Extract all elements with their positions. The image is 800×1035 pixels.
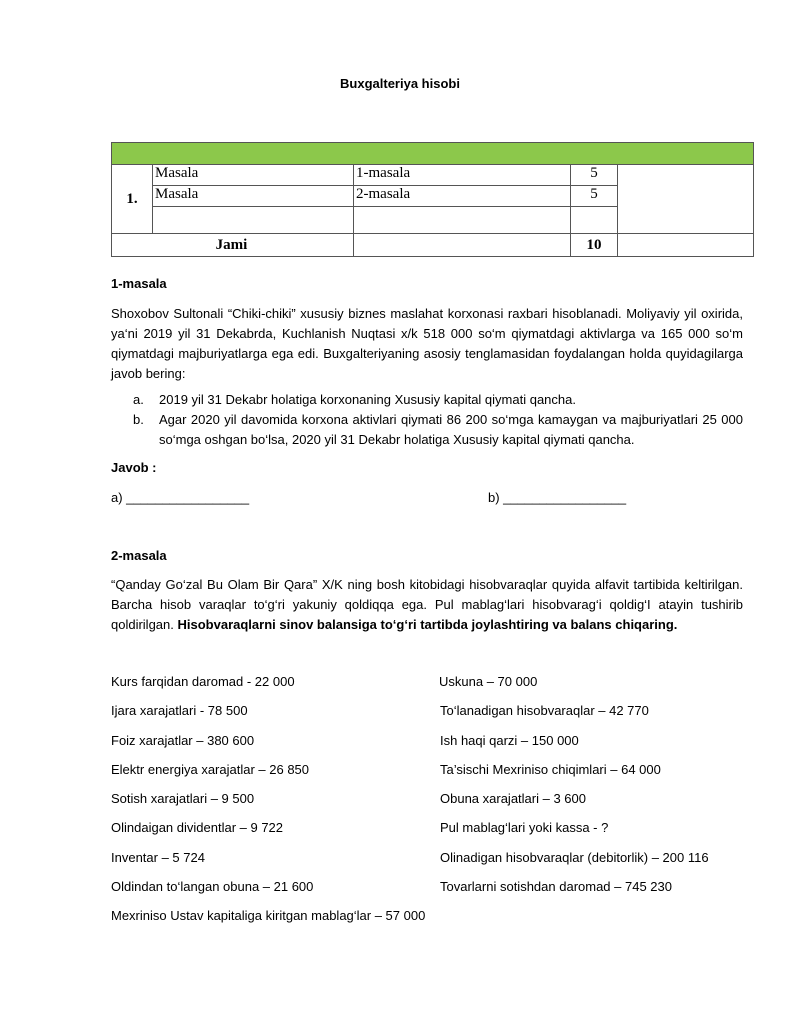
task2-text <box>111 575 743 635</box>
account-item: Pul mablag‘lari yoki kassa - ? <box>440 820 609 836</box>
account-row <box>111 731 743 760</box>
score-total-row <box>112 234 754 257</box>
row-task: 1-masala <box>354 165 571 186</box>
task2-heading: 2-masala <box>111 548 167 563</box>
score-row-1 <box>112 165 754 186</box>
question-a <box>111 390 743 410</box>
account-item: Obuna xarajatlari – 3 600 <box>440 791 586 807</box>
empty-cell <box>618 165 754 234</box>
account-row <box>111 789 743 818</box>
document-title: Buxgalteriya hisobi <box>340 76 460 91</box>
total-label: Jami <box>112 234 354 257</box>
account-row <box>111 701 743 730</box>
task2-instruction: Hisobvaraqlarni sinov balansiga to‘g‘ri tartibda joylashtiring va balans chiqaring. <box>177 617 678 632</box>
account-item: Sotish xarajatlari – 9 500 <box>111 791 255 807</box>
row-points: 5 <box>571 186 618 207</box>
question-marker: b. <box>133 412 144 427</box>
score-table <box>111 142 754 257</box>
total-points: 10 <box>571 234 618 257</box>
account-row <box>111 877 743 906</box>
account-list <box>111 672 743 936</box>
row-points: 5 <box>571 165 618 186</box>
account-item: To‘lanadigan hisobvaraqlar – 42 770 <box>440 703 649 719</box>
score-table-header-row <box>112 143 754 165</box>
answer-b-line: b) _________________ <box>488 490 627 505</box>
question-b <box>111 410 743 450</box>
account-row <box>111 760 743 789</box>
account-item: Oldindan to‘langan obuna – 21 600 <box>111 879 314 895</box>
answer-label: Javob : <box>111 460 157 475</box>
answer-a-line: a) _________________ <box>111 490 250 505</box>
account-row <box>111 848 743 877</box>
row-label: Masala <box>153 165 354 186</box>
answer-lines <box>111 488 743 508</box>
task-number: 1. <box>112 165 153 234</box>
task1-heading: 1-masala <box>111 276 167 291</box>
question-text: 2019 yil 31 Dekabr holatiga korxonaning Xususiy kapital qiymati qancha. <box>159 392 576 407</box>
account-item: Ish haqi qarzi – 150 000 <box>440 732 579 748</box>
account-item: Olindaigan dividentlar – 9 722 <box>111 820 284 836</box>
account-item: Ijara xarajatlari - 78 500 <box>111 703 248 719</box>
task1-text: Shoxobov Sultonali “Chiki-chiki” xususiy biznes maslahat korxonasi raxbari hisoblanadi. Moliyaviy yil oxirida, ya‘ni 2019 yil 31 Dekabrda, Kuchlanish Nuqtasi x/k 518 000 so‘m qiymatdagi aktivlarga va 165 000 so‘m qiymatdagi majburiyatlarga ega edi. Buxgalteriyaning asosiy tenglamasidan foydalangan holda quyidagilarga javob bering: <box>111 306 743 381</box>
account-row <box>111 818 743 847</box>
account-row <box>111 906 743 935</box>
account-item: Ta’sischi Mexriniso chiqimlari – 64 000 <box>440 761 661 777</box>
account-item: Foiz xarajatlar – 380 600 <box>111 732 255 748</box>
account-item: Inventar – 5 724 <box>111 849 205 865</box>
account-item: Tovarlarni sotishdan daromad – 745 230 <box>440 879 672 895</box>
account-item: Mexriniso Ustav kapitaliga kiritgan mablag‘lar – 57 000 <box>111 908 426 924</box>
account-item: Elektr energiya xarajatlar – 26 850 <box>111 761 310 777</box>
account-row <box>111 672 743 701</box>
account-item: Olinadigan hisobvaraqlar (debitorlik) – 200 116 <box>440 849 709 865</box>
task2-text-plain: “Qanday Go‘zal Bu Olam Bir Qara” X/K ning bosh kitobidagi hisobvaraqlar quyida alfavit tartibida keltirilgan. Barcha hisob varaqlar to‘g‘ri yakuniy qoldiqqa ega. Pul mablag‘lari hisobvarag‘i qoldig‘I atayin tushirib qoldirilgan. <box>111 577 743 632</box>
task1-questions <box>111 390 743 450</box>
row-label: Masala <box>153 186 354 207</box>
question-text: Agar 2020 yil davomida korxona aktivlari qiymati 86 200 so‘mga kamaygan va majburiyatlari 25 000 so‘mga oshgan bo‘lsa, 2020 yil 31 Dekabr holatiga Xususiy kapital qiymati qancha. <box>159 412 743 447</box>
question-marker: a. <box>133 392 144 407</box>
account-item: Kurs farqidan daromad - 22 000 <box>111 674 295 689</box>
row-task: 2-masala <box>354 186 571 207</box>
account-item: Uskuna – 70 000 <box>439 674 538 689</box>
